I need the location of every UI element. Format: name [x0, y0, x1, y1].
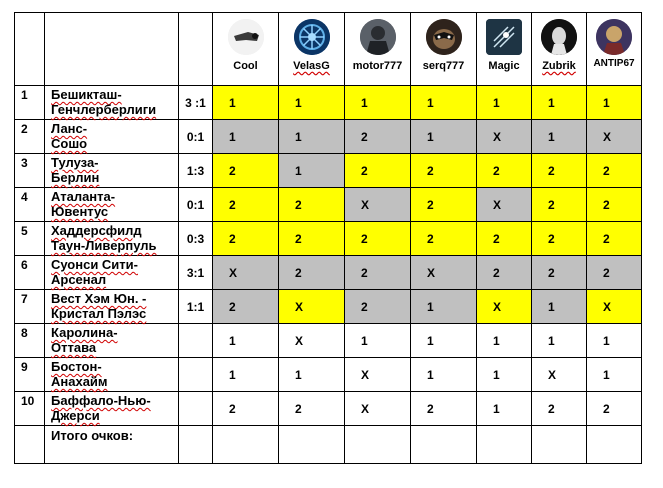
match-score: 1:3 [179, 154, 213, 188]
match-number: 5 [15, 222, 45, 256]
pick-cell: 2 [477, 256, 532, 290]
match-row [15, 358, 642, 392]
match-number: 4 [15, 188, 45, 222]
match-teams-line2: Сошо [51, 136, 88, 151]
match-row [15, 120, 642, 154]
match-teams-line2: Джерси [51, 408, 100, 423]
match-number: 8 [15, 324, 45, 358]
player-name: Zubrik [542, 60, 576, 72]
pick-cell: 2 [477, 222, 532, 256]
match-teams-line2: Арсенал [51, 272, 107, 287]
player-name: VelasG [293, 60, 330, 72]
magic-avatar [486, 19, 522, 55]
total-cell [587, 426, 642, 464]
pick-cell: 1 [477, 358, 532, 392]
pick-cell: 1 [411, 86, 477, 120]
match-teams [45, 324, 179, 358]
match-number: 10 [15, 392, 45, 426]
match-row [15, 154, 642, 188]
match-teams-line2: Ювентус [51, 204, 109, 219]
pick-cell: 1 [279, 120, 345, 154]
pick-cell: 2 [279, 222, 345, 256]
match-score: 1:1 [179, 290, 213, 324]
pick-cell: 2 [532, 222, 587, 256]
pick-cell: X [345, 188, 411, 222]
velasg-avatar [294, 19, 330, 55]
pick-cell: 2 [345, 256, 411, 290]
match-number: 2 [15, 120, 45, 154]
pick-cell: X [587, 120, 642, 154]
pick-cell: X [477, 120, 532, 154]
pick-cell: 2 [532, 256, 587, 290]
pick-cell: X [345, 392, 411, 426]
player-name: motor777 [352, 60, 403, 72]
pick-cell: 1 [587, 324, 642, 358]
player-name: serq777 [422, 60, 465, 72]
zubrik-avatar [541, 19, 577, 55]
pick-cell: 1 [213, 358, 279, 392]
pick-cell: 1 [532, 120, 587, 154]
pick-cell: 2 [213, 392, 279, 426]
pick-cell: 2 [345, 290, 411, 324]
pick-cell: 2 [279, 188, 345, 222]
match-teams-line1: Баффало-Нью- [51, 393, 151, 408]
player-name: Magic [488, 60, 520, 72]
match-teams [45, 392, 179, 426]
pick-cell: 2 [477, 154, 532, 188]
match-score: 3 :1 [179, 86, 213, 120]
match-teams-line1: Тулуза- [51, 155, 99, 170]
header-row [15, 13, 642, 86]
pick-cell: 1 [532, 290, 587, 324]
pick-cell: 2 [213, 222, 279, 256]
pick-cell: 2 [532, 188, 587, 222]
pick-cell: 2 [213, 290, 279, 324]
match-teams-line1: Бостон- [51, 359, 102, 374]
antip67-avatar [596, 19, 632, 55]
pick-cell: 2 [411, 154, 477, 188]
pick-cell: 2 [587, 256, 642, 290]
match-number: 7 [15, 290, 45, 324]
match-score: 0:3 [179, 222, 213, 256]
pick-cell: 1 [587, 86, 642, 120]
match-score [179, 392, 213, 426]
pick-cell: 2 [587, 392, 642, 426]
player-header-magic [477, 13, 532, 86]
match-score: 3:1 [179, 256, 213, 290]
player-name: ANTIP67 [593, 58, 635, 69]
total-label: Итого очков: [45, 426, 179, 464]
pick-cell: 1 [213, 120, 279, 154]
match-score: 0:1 [179, 120, 213, 154]
match-number: 9 [15, 358, 45, 392]
pick-cell: 1 [213, 86, 279, 120]
pick-cell: 1 [532, 86, 587, 120]
match-teams [45, 256, 179, 290]
player-header-antip67 [587, 13, 642, 86]
match-teams-line1: Ланс- [51, 121, 88, 136]
match-score [179, 358, 213, 392]
match-teams-line1: Хаддерсфилд [51, 223, 142, 238]
match-teams [45, 222, 179, 256]
pick-cell: 2 [411, 188, 477, 222]
match-row [15, 324, 642, 358]
pick-cell: 1 [279, 86, 345, 120]
pick-cell: 1 [532, 324, 587, 358]
pick-cell: 2 [345, 154, 411, 188]
player-name: Cool [233, 60, 258, 72]
cool-avatar [228, 19, 264, 55]
pick-cell: 1 [477, 324, 532, 358]
pick-cell: X [345, 358, 411, 392]
match-teams-line2: Кристал Пэлэс [51, 306, 147, 321]
match-row [15, 290, 642, 324]
pick-cell: 1 [411, 120, 477, 154]
match-teams [45, 86, 179, 120]
match-number: 1 [15, 86, 45, 120]
pick-cell: 2 [411, 392, 477, 426]
pick-cell: 2 [345, 222, 411, 256]
total-num-cell [15, 426, 45, 464]
motor777-avatar [360, 19, 396, 55]
pick-cell: 2 [345, 120, 411, 154]
total-cell [179, 426, 213, 464]
match-teams-line1: Вест Хэм Юн. - [51, 291, 147, 306]
pick-cell: 1 [279, 358, 345, 392]
player-header-motor777 [345, 13, 411, 86]
pick-cell: 2 [587, 154, 642, 188]
header-match-cell [45, 13, 179, 86]
match-teams-line2: Берлин [51, 170, 100, 185]
pick-cell: 2 [213, 188, 279, 222]
pick-cell: 1 [411, 324, 477, 358]
match-row [15, 188, 642, 222]
pick-cell: 2 [587, 188, 642, 222]
pick-cell: 2 [411, 222, 477, 256]
pick-cell: 2 [532, 392, 587, 426]
pick-cell: 2 [279, 392, 345, 426]
total-cell [345, 426, 411, 464]
pick-cell: 1 [411, 358, 477, 392]
match-teams-line1: Бешикташ- [51, 87, 122, 102]
header-num-cell [15, 13, 45, 86]
total-cell [532, 426, 587, 464]
player-header-velasg [279, 13, 345, 86]
pick-cell: X [213, 256, 279, 290]
pick-cell: 2 [587, 222, 642, 256]
match-teams-line2: Генчлерберлиги [51, 102, 157, 117]
match-teams [45, 154, 179, 188]
pick-cell: 1 [411, 290, 477, 324]
total-row [15, 426, 642, 464]
match-number: 3 [15, 154, 45, 188]
match-teams-line2: Таун-Ливерпуль [51, 238, 157, 253]
match-teams [45, 120, 179, 154]
match-row [15, 256, 642, 290]
match-teams [45, 290, 179, 324]
pick-cell: 1 [477, 392, 532, 426]
player-header-cool [213, 13, 279, 86]
match-teams [45, 358, 179, 392]
predictions-table [14, 12, 642, 464]
pick-cell: X [279, 324, 345, 358]
pick-cell: 1 [345, 86, 411, 120]
match-number: 6 [15, 256, 45, 290]
pick-cell: X [477, 290, 532, 324]
pick-cell: 2 [532, 154, 587, 188]
total-cell [279, 426, 345, 464]
pick-cell: 1 [279, 154, 345, 188]
pick-cell: X [279, 290, 345, 324]
total-cell [411, 426, 477, 464]
header-score-cell [179, 13, 213, 86]
match-row [15, 86, 642, 120]
serq777-avatar [426, 19, 462, 55]
pick-cell: 1 [213, 324, 279, 358]
player-header-zubrik [532, 13, 587, 86]
pick-cell: 1 [477, 86, 532, 120]
pick-cell: X [587, 290, 642, 324]
player-header-serq777 [411, 13, 477, 86]
match-teams-line1: Суонси Сити- [51, 257, 138, 272]
match-row [15, 222, 642, 256]
match-teams [45, 188, 179, 222]
total-cell [477, 426, 532, 464]
pick-cell: X [532, 358, 587, 392]
match-score [179, 324, 213, 358]
match-teams-line1: Каролина- [51, 325, 118, 340]
match-teams-line1: Аталанта- [51, 189, 116, 204]
pick-cell: X [477, 188, 532, 222]
match-teams-line2: Оттава [51, 340, 97, 355]
pick-cell: 2 [279, 256, 345, 290]
match-score: 0:1 [179, 188, 213, 222]
match-teams-line2: Анахайм [51, 374, 108, 389]
pick-cell: X [411, 256, 477, 290]
pick-cell: 1 [345, 324, 411, 358]
pick-cell: 1 [587, 358, 642, 392]
total-cell [213, 426, 279, 464]
pick-cell: 2 [213, 154, 279, 188]
match-row [15, 392, 642, 426]
